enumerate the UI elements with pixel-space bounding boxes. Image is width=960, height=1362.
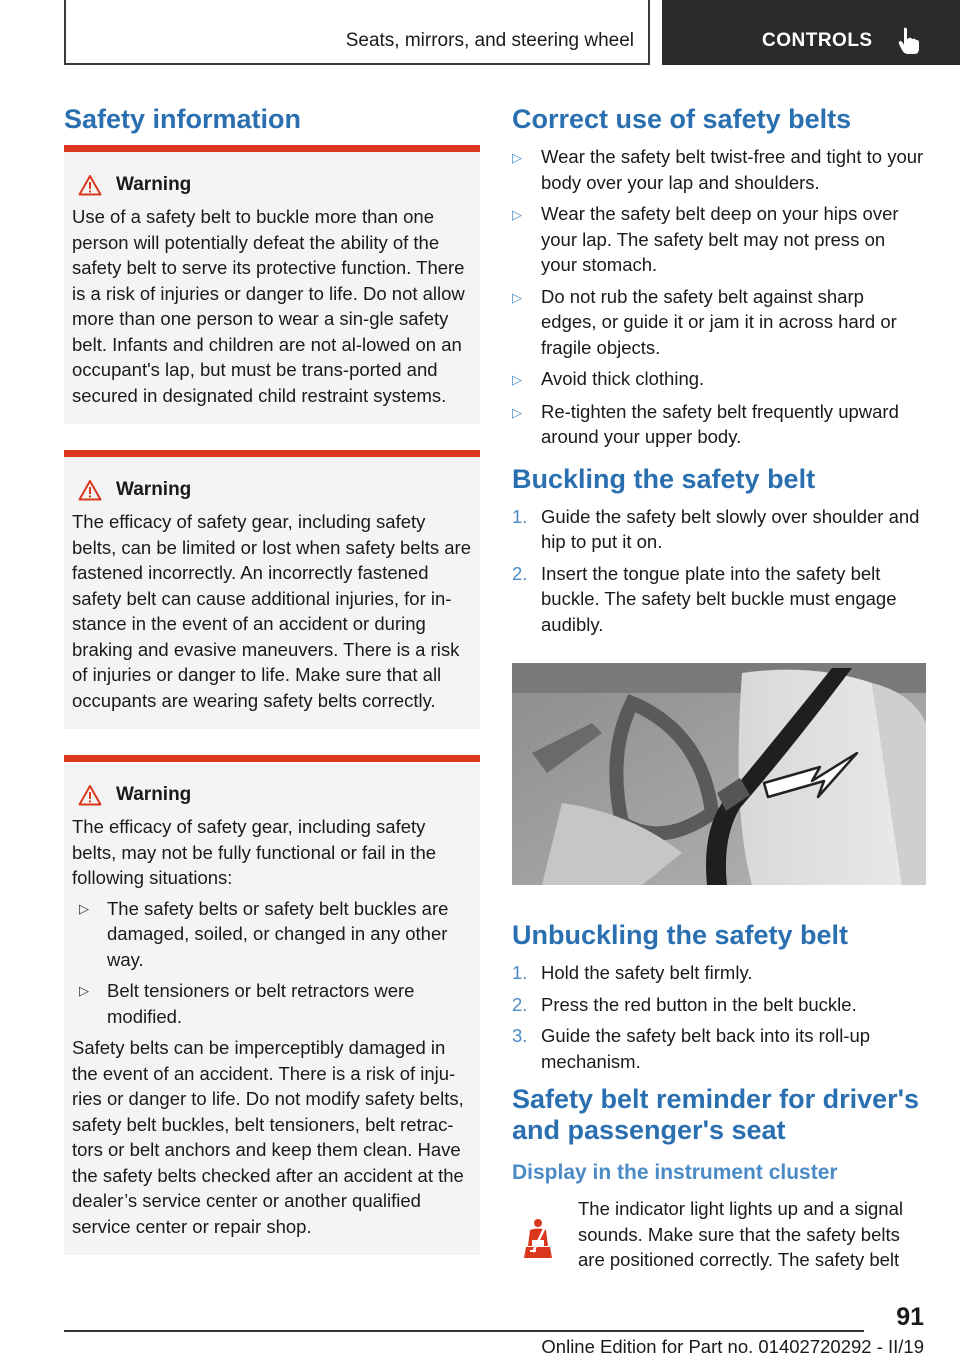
subheading-instrument-cluster: Display in the instrument cluster [512, 1161, 838, 1184]
step-text: Guide the safety belt back into its roll-up mechanism. [541, 1025, 871, 1072]
bullet-triangle-icon: ▷ [512, 289, 522, 305]
indicator-icon-wrap [512, 1196, 578, 1273]
warning-title: Warning [116, 784, 192, 805]
step-item [512, 561, 924, 638]
list-item-text: Do not rub the safety belt against sharp edges, or guide it or jam it in across hard or fragile objects. [541, 285, 897, 358]
bullet-triangle-icon: ▷ [79, 983, 89, 998]
list-item [512, 144, 924, 195]
step-number: 1. [512, 962, 528, 983]
warning-header [72, 172, 472, 198]
chapter-tab [662, 0, 960, 65]
footer-divider [64, 1330, 864, 1332]
warning-intro: The efficacy of safety gear, including safety belts, may not be fully functional or fail in the following situations: [72, 816, 437, 888]
list-item-text: Re-tighten the safety belt frequently upward around your upper body. [541, 400, 899, 447]
list-item [512, 366, 924, 393]
section-heading-correct-use: Correct use of safety belts [512, 104, 852, 134]
pointing-hand-icon [896, 26, 922, 56]
warning-triangle-icon [78, 174, 102, 196]
right-column [512, 100, 924, 1273]
warning-text: Use of a safety belt to buckle more than one person will potentially defeat the ability of the safety belt to serve its protective function. There is a risk of injuries or danger to life. Do not allow more than one person to wear a sin‐gle safety belt. Infants and children are not al‐lowed on an occupant's lap, but must be trans‐ported and secured in designated child restraint systems. [72, 206, 465, 406]
section-title: Seats, mirrors, and steering wheel [345, 30, 634, 51]
step-text: Insert the tongue plate into the safety belt buckle. The safety belt buckle must engage audibly. [541, 562, 897, 635]
section-heading-belt-reminder: Safety belt reminder for driver's and passenger's seat [512, 1084, 920, 1145]
list-item [512, 399, 924, 450]
unbuckling-steps [512, 960, 924, 1074]
page-number: 91 [896, 1303, 924, 1331]
list-item-text: The safety belts or safety belt buckles are damaged, soiled, or changed in any other way. [107, 897, 449, 970]
list-item-text: Wear the safety belt twist-free and tight to your body over your lap and shoulders. [541, 146, 924, 193]
list-item [512, 201, 924, 278]
warning-list [72, 896, 472, 1030]
warning-header [72, 782, 472, 808]
section-heading-buckling: Buckling the safety belt [512, 463, 816, 494]
list-item-text: Belt tensioners or belt retractors were modified. [107, 980, 415, 1027]
step-item [512, 992, 924, 1018]
warning-triangle-icon [78, 479, 102, 501]
seat-belt-illustration [512, 663, 926, 885]
step-text: Hold the safety belt firmly. [541, 962, 753, 983]
indicator-description [512, 1196, 924, 1273]
step-item [512, 504, 924, 555]
step-number: 2. [512, 562, 528, 584]
list-item [72, 896, 472, 973]
bullet-triangle-icon: ▷ [512, 404, 522, 420]
indicator-text: The indicator light lights up and a signal sounds. Make sure that the safety belts are positioned correctly. The safety belt [578, 1198, 903, 1270]
step-number: 3. [512, 1025, 528, 1046]
step-item [512, 1023, 924, 1074]
list-item-text: Avoid thick clothing. [541, 368, 705, 389]
warning-text: The efficacy of safety gear, including safety belts, can be limited or lost when safety belts are fastened incorrectly. An incorrectly fastened safety belt can cause additional injuries, for in‐stance in the event of an accident or during braking and evasive maneuvers. There is a risk of injuries or danger to life. Make sure that all occupants are wearing safety belts correctly. [72, 511, 471, 711]
footer-edition: Online Edition for Part no. 01402720292 - II/19 [541, 1336, 924, 1357]
left-column [64, 100, 480, 1255]
section-heading-unbuckling: Unbuckling the safety belt [512, 920, 849, 950]
step-number: 1. [512, 505, 528, 527]
running-header [64, 0, 650, 65]
section-heading-safety-information: Safety information [64, 104, 302, 134]
list-item-text: Wear the safety belt deep on your hips over your lap. The safety belt may not press on your stomach. [541, 203, 899, 275]
step-item [512, 960, 924, 986]
warning-title: Warning [116, 174, 192, 195]
correct-use-list [512, 144, 924, 450]
step-text: Press the red button in the belt buckle. [541, 993, 857, 1015]
seat-belt-indicator-icon [520, 1218, 556, 1262]
warning-box [64, 145, 480, 424]
list-item [72, 978, 472, 1029]
bullet-triangle-icon: ▷ [512, 207, 522, 222]
list-item [512, 284, 924, 361]
warning-box [64, 450, 480, 729]
chapter-title: CONTROLS [762, 30, 873, 51]
step-text: Guide the safety belt slowly over shoulder and hip to put it on. [541, 505, 920, 552]
buckling-steps [512, 504, 924, 638]
warning-triangle-icon [78, 784, 102, 806]
warning-box [64, 755, 480, 1255]
bullet-triangle-icon: ▷ [79, 900, 89, 916]
bullet-triangle-icon: ▷ [512, 372, 522, 387]
warning-title: Warning [116, 479, 192, 500]
bullet-triangle-icon: ▷ [512, 150, 522, 165]
step-number: 2. [512, 993, 528, 1015]
warning-outro: Safety belts can be imperceptibly damaged in the event of an accident. There is a risk of inju‐ries or danger to life. Do not modify safety belts, safety belt buckles, belt tensioners, belt retrac‐tors or belt anchors and keep them clean. Have the safety belts checked after an accident at the dealer’s service center or another qualified service center or repair shop. [72, 1037, 464, 1237]
warning-header [72, 477, 472, 503]
